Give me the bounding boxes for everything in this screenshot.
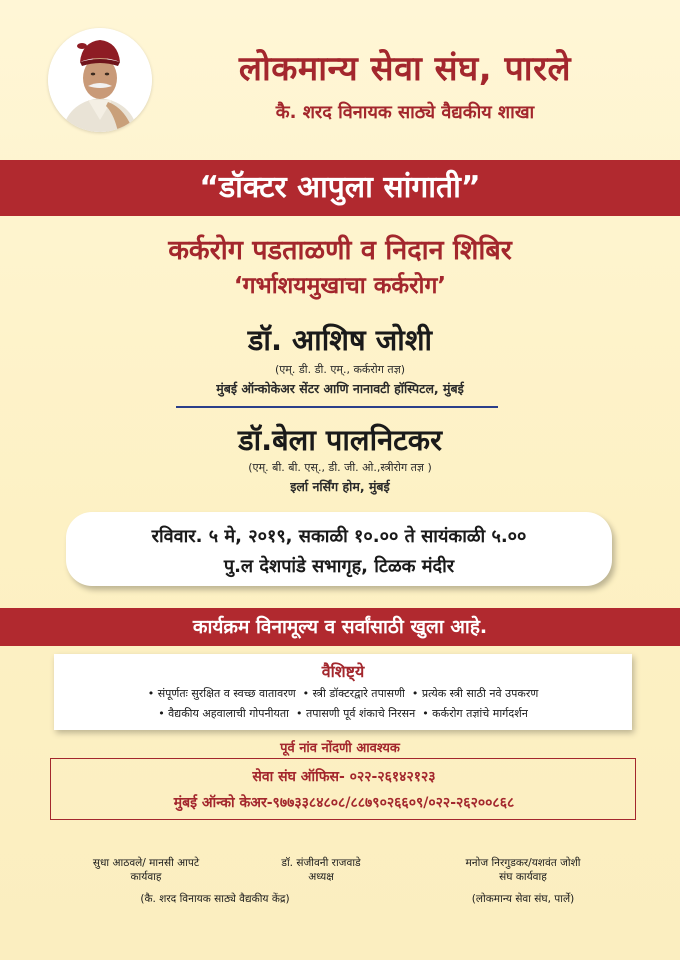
- event-details-box: [66, 512, 612, 586]
- feature-item: • कर्करोग तज्ञांचे मार्गदर्शन: [422, 707, 528, 720]
- doctor-1-name: डॉ. आशिष जोशी: [247, 323, 433, 357]
- doctor-1-affiliation: मुंबई ऑन्कोकेअर सेंटर आणि नानावटी हॉस्पिटल, मुंबई: [216, 381, 464, 396]
- camp-title: कर्करोग पडताळणी व निदान शिबिर: [168, 235, 512, 266]
- program-title-banner: “डॉक्टर आपुला सांगाती”: [0, 160, 680, 216]
- features-title: वैशिष्ट्ये: [321, 662, 365, 681]
- camp-subtitle: ‘गर्भाशयमुखाचा कर्करोग’: [233, 273, 447, 299]
- signatory-right: [428, 856, 618, 884]
- signatory-middle-role: अध्यक्ष: [308, 871, 334, 883]
- signatory-middle-name: डॉ. संजीवनी राजवाडे: [281, 857, 361, 869]
- event-venue: पु.ल देशपांडे सभागृह, टिळक मंदीर: [223, 556, 455, 577]
- feature-item: • संपूर्णतः सुरक्षित व स्वच्छ वातावरण: [147, 687, 296, 700]
- event-date-time: रविवार. ५ मे, २०१९, सकाळी १०.०० ते सायंकाळी ५.००: [151, 526, 527, 547]
- features-line-1: [54, 686, 632, 701]
- doctor-2-affiliation: इर्ला नर्सिंग होम, मुंबई: [290, 479, 390, 494]
- free-entry-banner: कार्यक्रम विनामूल्य व सर्वांसाठी खुला आहे.: [0, 608, 680, 646]
- doctor-1-qualification: (एम्. डी. डी. एम्., कर्करोग तज्ञ): [274, 363, 406, 376]
- portrait-of-lokmanya-tilak-icon: [48, 28, 152, 132]
- organization-name: लोकमान्य सेवा संघ, पारले: [238, 49, 572, 89]
- signatory-right-names: मनोज निरगुडकर/यशवंत जोशी: [465, 857, 581, 869]
- registration-title: पूर्व नांव नोंदणी आवश्यक: [280, 741, 400, 756]
- organization-branch: कै. शरद विनायक साठ्ये वैद्यकीय शाखा: [275, 102, 535, 123]
- signatory-left-footer: (कै. शरद विनायक साठ्ये वैद्यकीय केंद्र): [140, 893, 290, 905]
- feature-item: • स्त्री डॉक्टरद्वारे तपासणी: [302, 687, 405, 700]
- feature-item: • प्रत्येक स्त्री साठी नवे उपकरण: [411, 687, 539, 700]
- doctor-2-qualification: (एम्. बी. बी. एस्., डी. जी. ओ.,स्त्रीरोग तज्ञ ): [248, 461, 432, 474]
- signatory-right-footer: (लोकमान्य सेवा संघ, पार्ले): [471, 893, 575, 905]
- feature-item: • वैद्यकीय अहवालाची गोपनीयता: [158, 707, 289, 720]
- signatory-left-role: कार्यवाह: [130, 871, 162, 883]
- feature-item: • तपासणी पूर्व शंकाचे निरसन: [295, 707, 416, 720]
- portrait-image: [48, 28, 152, 132]
- signatory-left: [56, 856, 236, 884]
- signatory-left-names: सुधा आठवले/ मानसी आपटे: [92, 857, 200, 869]
- features-box: [54, 654, 632, 730]
- signatory-right-role: संघ कार्यवाह: [499, 871, 547, 883]
- contact-box: [50, 758, 636, 820]
- doctor-2-name: डॉ.बेला पालनिटकर: [238, 423, 442, 457]
- onco-care-phones: मुंबई ऑन्को केअर-९७७३३८४८०८/८८७९०२६६०९/०२२-२६२००८६८: [173, 795, 515, 811]
- office-phone: सेवा संघ ऑफिस- ०२२-२६१४२१२३: [252, 769, 436, 785]
- signatory-middle: [246, 856, 396, 884]
- features-line-2: [54, 706, 632, 721]
- doctor-divider: [176, 406, 498, 408]
